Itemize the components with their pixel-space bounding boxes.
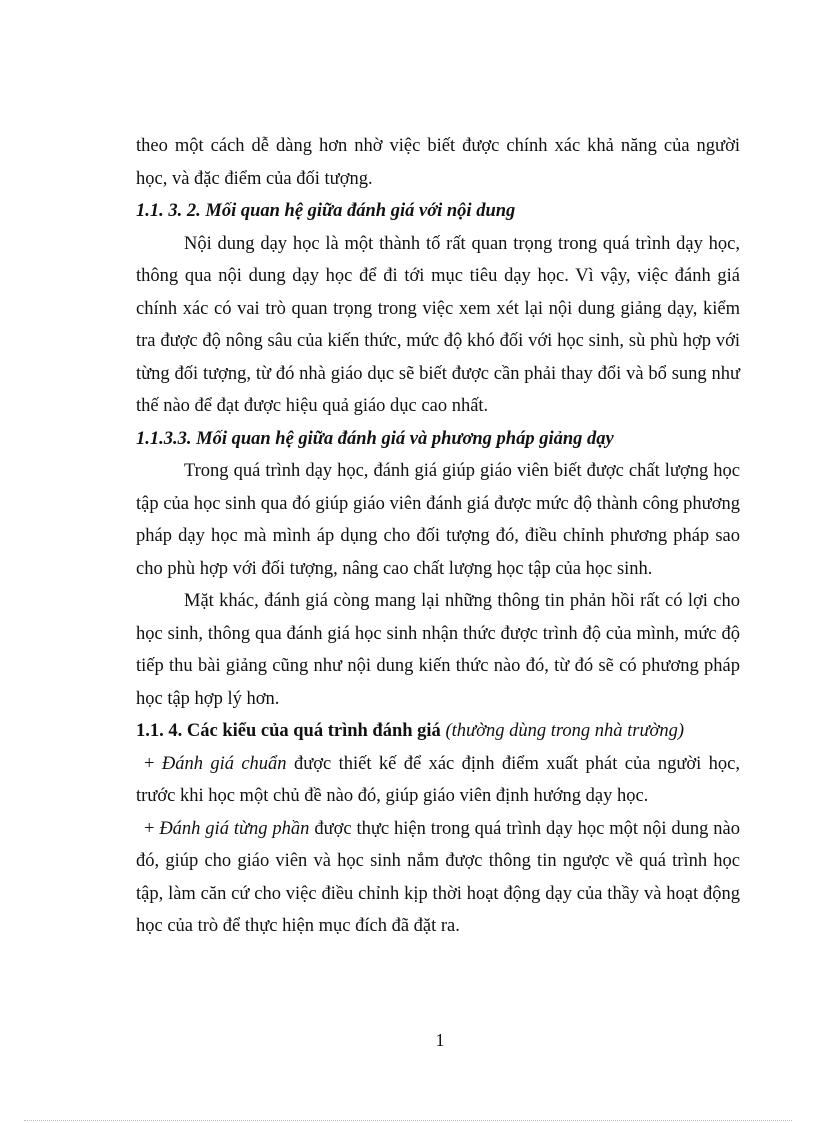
footer-divider [24, 1120, 792, 1121]
paragraph-method-relationship: Trong quá trình dạy học, đánh giá giúp giáo viên biết được chất lượng học tập của học sinh qua đó giúp giáo viên đánh giá được mức độ thành công phương pháp dạy học mà mình áp dụng cho đối tượng đó, điều chỉnh phương pháp sao cho phù hợp với đối tượng, nâng cao chất lượng học tập của học sinh. [136, 461, 740, 579]
paragraph-feedback: Mặt khác, đánh giá còng mang lại những thông tin phản hồi rất có lợi cho học sinh, thông qua đánh giá học sinh nhận thức được trình độ của mình, mức độ tiếp thu bài giảng cũng như nội dung kiến thức nào đó, từ đó sẽ có phương pháp học tập hợp lý hơn. [136, 591, 740, 709]
bullet-marker: + [144, 753, 162, 774]
page-content [136, 130, 740, 943]
paragraph-content-relationship: Nội dung dạy học là một thành tố rất quan trọng trong quá trình dạy học, thông qua nội dung dạy học để đi tới mục tiêu dạy học. Vì vậy, việc đánh giá chính xác có vai trò quan trọng trong việc xem xét lại nội dung giảng dạy, kiểm tra được độ nông sâu của kiến thức, mức độ khó đối với học sinh, sù phù hợp với từng đối tượng, từ đó nhà giáo dục sẽ biết được cần phải thay đổi và bổ sung như thế nào để đạt được hiệu quả giáo dục cao nhất. [136, 233, 740, 416]
heading-assessment-types [136, 715, 740, 748]
bullet-term-standard: Đánh giá chuẩn [161, 753, 287, 774]
bullet-text-partial: được thực hiện trong quá trình dạy học một nội dung nào đó, giúp cho giáo viên và học sinh nắm được thông tin ngược về quá trình học tập, làm căn cứ cho việc điều chỉnh kịp thời hoạt động dạy của thầy và hoạt động học của trò để thực hiện mục đích đã đặt ra. [136, 818, 740, 936]
page-number: 1 [435, 1030, 445, 1050]
heading-assessment-types-title: 1.1. 4. Các kiểu của quá trình đánh giá [136, 721, 441, 741]
bullet-term-partial: Đánh giá từng phần [159, 818, 310, 839]
bullet-standard-assessment [136, 748, 740, 813]
paragraph-continuation: theo một cách dễ dàng hơn nhờ việc biết được chính xác khả năng của người học, và đặc điểm của đối tượng. [136, 136, 740, 189]
heading-assessment-types-note: (thường dùng trong nhà trường) [445, 721, 685, 741]
bullet-partial-assessment [136, 813, 740, 943]
heading-method-relationship: 1.1.3.3. Mối quan hệ giữa đánh giá và phương pháp giảng dạy [136, 428, 614, 449]
heading-content-relationship: 1.1. 3. 2. Mối quan hệ giữa đánh giá với nội dung [136, 201, 516, 221]
bullet-marker: + [144, 818, 160, 839]
bullet-text-standard: được thiết kế để xác định điểm xuất phát của người học, trước khi học một chủ đề nào đó, giúp giáo viên định hướng dạy học. [136, 753, 740, 806]
